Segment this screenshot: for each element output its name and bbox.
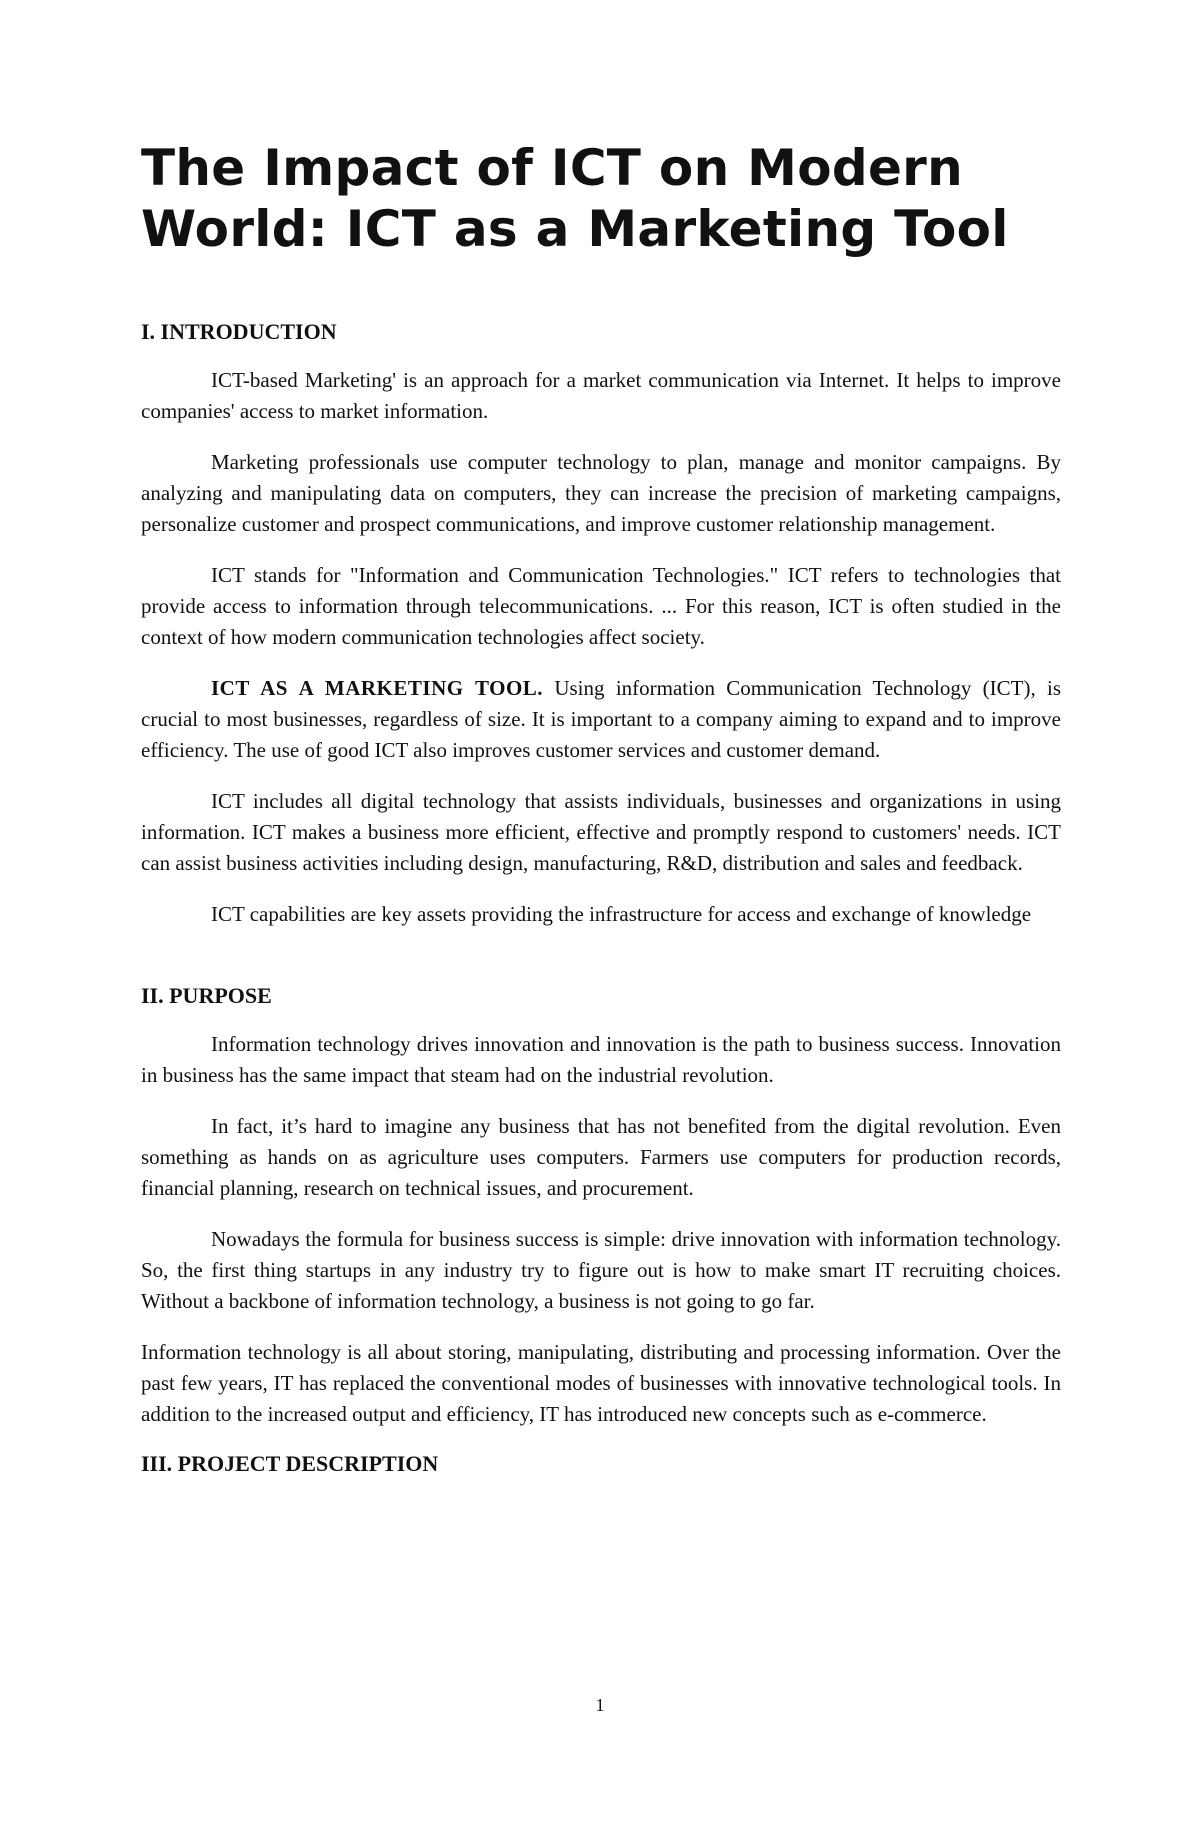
- page-content: [141, 138, 1061, 1479]
- purpose-paragraph-2: In fact, it’s hard to imagine any business that has not benefited from the digital revolution. Even something as hands on as agriculture uses computers. Farmers use computers for production records, financial planning, research on technical issues, and procurement.: [141, 1114, 1061, 1200]
- document-title: [141, 138, 1061, 260]
- intro-paragraph-5: ICT includes all digital technology that assists individuals, businesses and organizations in using information. ICT makes a business more efficient, effective and promptly respond to customers' needs. ICT can assist business activities including design, manufacturing, R&D, distribution and sales and feedback.: [141, 789, 1061, 875]
- intro-paragraph-2: Marketing professionals use computer technology to plan, manage and monitor campaigns. By analyzing and manipulating data on computers, they can increase the precision of marketing campaigns, personalize customer and prospect communications, and improve customer relationship management.: [141, 450, 1061, 536]
- title-line-1: The Impact of ICT on Modern: [141, 139, 964, 197]
- purpose-paragraph-1: Information technology drives innovation and innovation is the path to business success. Innovation in business has the same impact that steam had on the industrial revolution.: [141, 1032, 1061, 1087]
- purpose-paragraph-3: Nowadays the formula for business success is simple: drive innovation with information technology. So, the first thing startups in any industry try to figure out is how to make smart IT recruiting choices. Without a backbone of information technology, a business is not going to go far.: [141, 1227, 1061, 1313]
- inline-heading-ict-marketing-tool: ICT AS A MARKETING TOOL.: [211, 676, 544, 700]
- section-heading-project-description: III. PROJECT DESCRIPTION: [141, 1451, 439, 1476]
- intro-paragraph-3: ICT stands for "Information and Communication Technologies." ICT refers to technologies that provide access to information through telecommunications. ... For this reason, ICT is often studied in the context of how modern communication technologies affect society.: [141, 563, 1061, 649]
- section-heading-purpose: II. PURPOSE: [141, 983, 272, 1008]
- intro-paragraph-1: ICT-based Marketing' is an approach for a market communication via Internet. It helps to improve companies' access to market information.: [141, 368, 1061, 423]
- section-heading-introduction: I. INTRODUCTION: [141, 319, 337, 344]
- intro-paragraph-4: [141, 673, 1061, 766]
- page-number: 1: [595, 1695, 605, 1715]
- intro-paragraph-4-body: Using information Communication Technology (ICT), is crucial to most businesses, regardless of size. It is important to a company aiming to expand and to improve efficiency. The use of good ICT also improves customer services and customer demand.: [141, 676, 1061, 762]
- title-line-2: World: ICT as a Marketing Tool: [141, 200, 1009, 258]
- purpose-paragraph-4: Information technology is all about storing, manipulating, distributing and processing information. Over the past few years, IT has replaced the conventional modes of businesses with innovative technological tools. In addition to the increased output and efficiency, IT has introduced new concepts such as e-commerce.: [141, 1340, 1061, 1426]
- intro-paragraph-6: ICT capabilities are key assets providing the infrastructure for access and exchange of knowledge: [211, 902, 1032, 926]
